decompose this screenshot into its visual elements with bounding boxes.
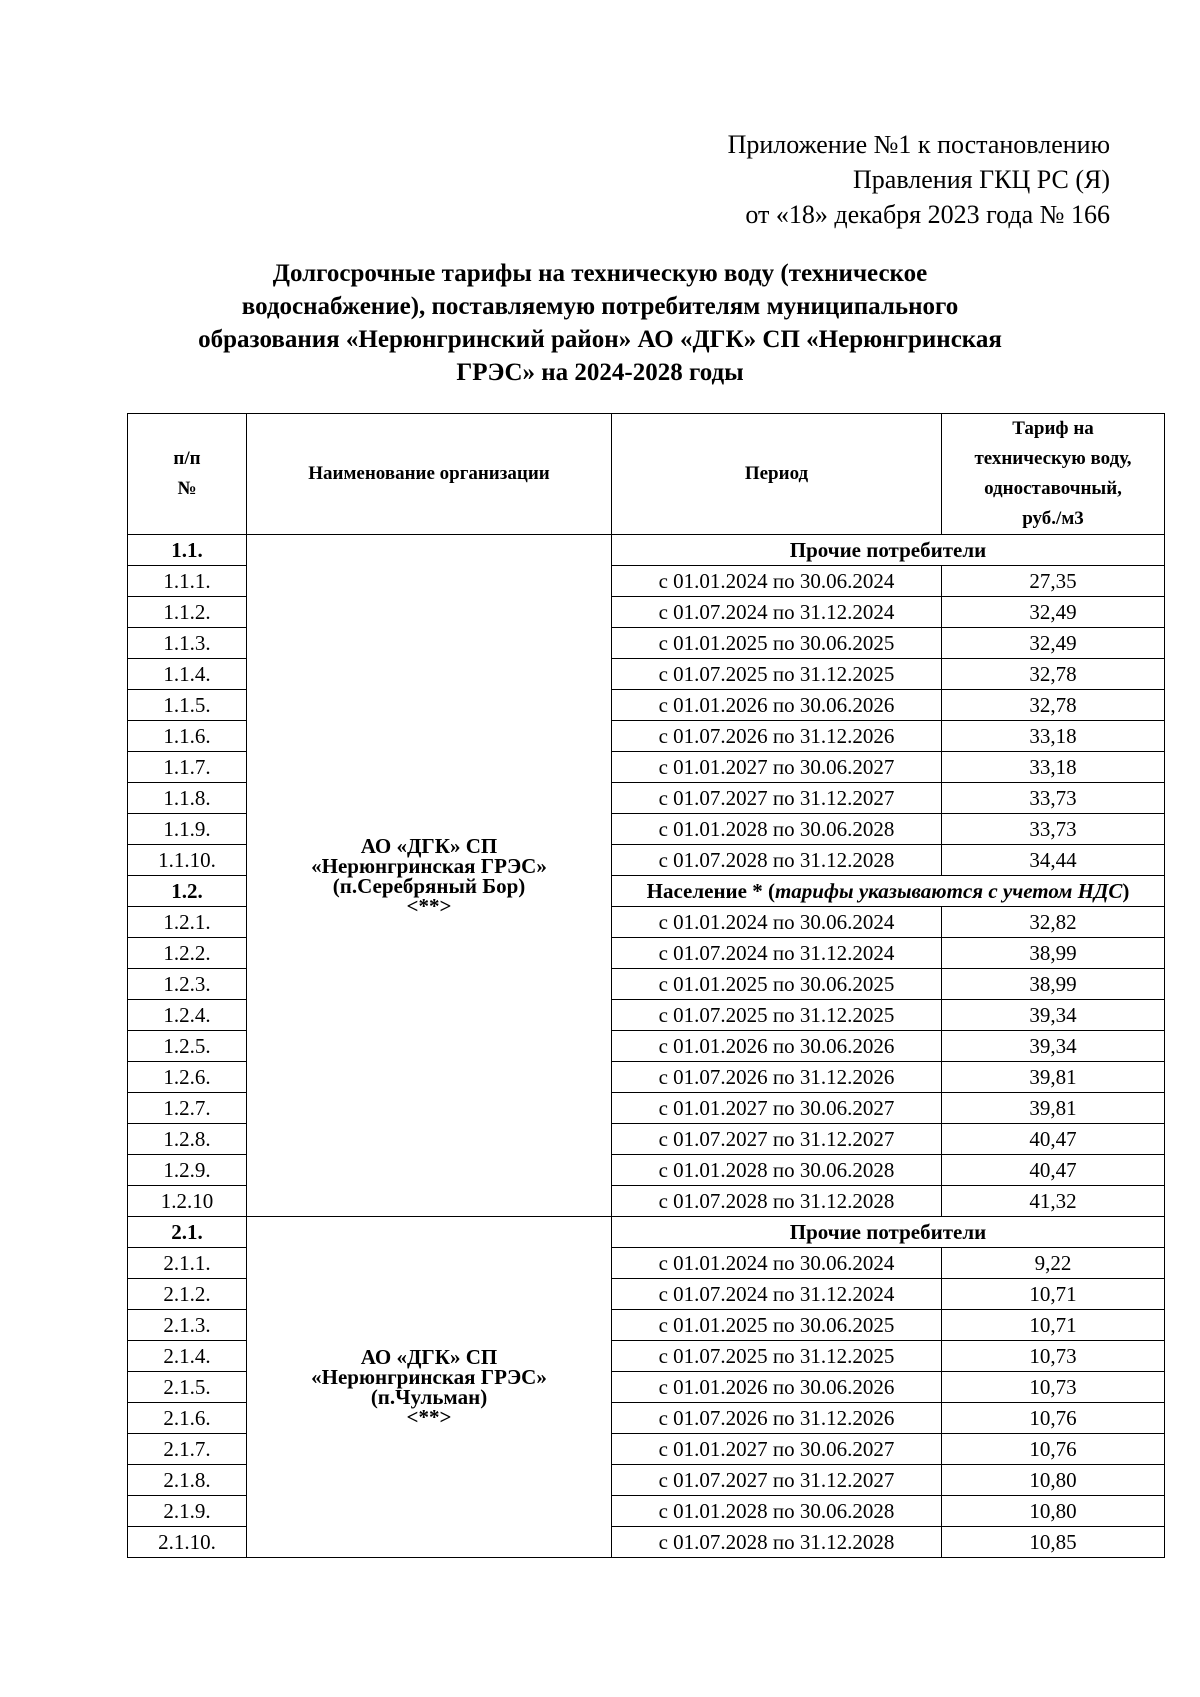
row-number: 1.2.4. xyxy=(128,1000,247,1031)
row-tariff: 40,47 xyxy=(942,1124,1165,1155)
row-tariff: 33,18 xyxy=(942,752,1165,783)
row-period: с 01.07.2025 по 31.12.2025 xyxy=(612,1341,942,1372)
row-period: с 01.01.2025 по 30.06.2025 xyxy=(612,1310,942,1341)
row-number: 2.1.10. xyxy=(128,1527,247,1558)
section-label-end: ) xyxy=(1122,879,1130,903)
org-line-1: АО «ДГК» СП xyxy=(360,1345,498,1369)
row-tariff: 10,73 xyxy=(942,1372,1165,1403)
row-period: с 01.01.2024 по 30.06.2024 xyxy=(612,907,942,938)
row-number: 1.1.10. xyxy=(128,845,247,876)
row-tariff: 10,71 xyxy=(942,1310,1165,1341)
header-tariff-line-3: одноставочный, xyxy=(984,478,1122,499)
header-tariff-line-2: техническую воду, xyxy=(974,448,1132,469)
row-period: с 01.07.2024 по 31.12.2024 xyxy=(612,597,942,628)
table-header-row xyxy=(128,414,1165,535)
row-tariff: 34,44 xyxy=(942,845,1165,876)
row-number: 1.2.2. xyxy=(128,938,247,969)
row-tariff: 32,78 xyxy=(942,690,1165,721)
row-number: 1.1.7. xyxy=(128,752,247,783)
org-line-3: (п.Серебряный Бор) xyxy=(332,873,526,898)
tariff-table xyxy=(127,413,1165,1558)
org-line-4: <**> xyxy=(406,893,452,918)
row-period: с 01.01.2025 по 30.06.2025 xyxy=(612,969,942,1000)
title-line-3: образования «Нерюнгринский район» АО «ДГК» СП «Нерюнгринская xyxy=(198,326,1002,353)
table-body-serebryany-bor xyxy=(128,535,1165,1217)
org-line-4: <**> xyxy=(406,1405,452,1429)
row-tariff: 39,34 xyxy=(942,1000,1165,1031)
section-label-note: тарифы указываются с учетом НДС xyxy=(774,879,1123,903)
row-period: с 01.01.2024 по 30.06.2024 xyxy=(612,566,942,597)
appendix-line-1: Приложение №1 к постановлению xyxy=(727,130,1110,159)
row-number: 1.2.10 xyxy=(128,1186,247,1217)
title-line-2: водоснабжение), поставляемую потребителям муниципального xyxy=(241,293,959,320)
row-tariff: 32,82 xyxy=(942,907,1165,938)
org-line-3: (п.Чульман) xyxy=(370,1385,488,1409)
row-period: с 01.01.2027 по 30.06.2027 xyxy=(612,1093,942,1124)
row-period: с 01.07.2026 по 31.12.2026 xyxy=(612,1403,942,1434)
org-line-2: «Нерюнгринская ГРЭС» xyxy=(311,1365,547,1389)
row-number: 2.1.3. xyxy=(128,1310,247,1341)
row-tariff: 33,73 xyxy=(942,814,1165,845)
row-tariff: 9,22 xyxy=(942,1248,1165,1279)
row-tariff: 10,76 xyxy=(942,1403,1165,1434)
header-number-line-1: п/п xyxy=(173,448,201,469)
row-period: с 01.01.2028 по 30.06.2028 xyxy=(612,1496,942,1527)
header-tariff-line-4: руб./м3 xyxy=(1022,508,1084,529)
row-tariff: 32,78 xyxy=(942,659,1165,690)
row-number: 2.1.5. xyxy=(128,1372,247,1403)
row-number: 1.2.8. xyxy=(128,1124,247,1155)
header-tariff xyxy=(942,414,1165,535)
row-number: 2.1.6. xyxy=(128,1403,247,1434)
row-number: 1.1.1. xyxy=(128,566,247,597)
section-row xyxy=(128,535,1165,566)
appendix-line-3: от «18» декабря 2023 года № 166 xyxy=(745,200,1110,229)
row-number: 1.1.3. xyxy=(128,628,247,659)
row-tariff: 10,80 xyxy=(942,1465,1165,1496)
row-tariff: 39,81 xyxy=(942,1062,1165,1093)
row-period: с 01.07.2027 по 31.12.2027 xyxy=(612,1124,942,1155)
section-label: Прочие потребители xyxy=(612,1217,1165,1248)
row-period: с 01.01.2028 по 30.06.2028 xyxy=(612,814,942,845)
organization-cell xyxy=(247,535,612,1217)
row-period: с 01.01.2028 по 30.06.2028 xyxy=(612,1155,942,1186)
row-tariff: 40,47 xyxy=(942,1155,1165,1186)
table-body-chulman xyxy=(128,1217,1165,1558)
row-number: 1.1.5. xyxy=(128,690,247,721)
row-tariff: 32,49 xyxy=(942,597,1165,628)
row-tariff: 27,35 xyxy=(942,566,1165,597)
row-period: с 01.07.2024 по 31.12.2024 xyxy=(612,1279,942,1310)
title-line-1: Долгосрочные тарифы на техническую воду (техническое xyxy=(272,260,928,287)
row-tariff: 32,49 xyxy=(942,628,1165,659)
row-number: 1.2.7. xyxy=(128,1093,247,1124)
row-number: 1.2.5. xyxy=(128,1031,247,1062)
header-number xyxy=(128,414,247,535)
row-number: 1.2.1. xyxy=(128,907,247,938)
row-period: с 01.07.2027 по 31.12.2027 xyxy=(612,783,942,814)
row-number: 1.2.9. xyxy=(128,1155,247,1186)
row-number: 1.1.4. xyxy=(128,659,247,690)
header-period: Период xyxy=(612,414,942,535)
row-period: с 01.07.2026 по 31.12.2026 xyxy=(612,721,942,752)
row-tariff: 38,99 xyxy=(942,938,1165,969)
row-period: с 01.01.2025 по 30.06.2025 xyxy=(612,628,942,659)
row-number: 2.1.4. xyxy=(128,1341,247,1372)
row-number: 2.1.9. xyxy=(128,1496,247,1527)
row-period: с 01.07.2028 по 31.12.2028 xyxy=(612,845,942,876)
row-period: с 01.07.2025 по 31.12.2025 xyxy=(612,659,942,690)
appendix-line-2: Правления ГКЦ РС (Я) xyxy=(853,165,1110,194)
org-line-1: АО «ДГК» СП xyxy=(360,833,498,858)
row-period: с 01.01.2026 по 30.06.2026 xyxy=(612,690,942,721)
row-number: 1.1.9. xyxy=(128,814,247,845)
row-tariff: 10,71 xyxy=(942,1279,1165,1310)
row-number: 1.1.8. xyxy=(128,783,247,814)
row-period: с 01.07.2025 по 31.12.2025 xyxy=(612,1000,942,1031)
row-number: 1.2.3. xyxy=(128,969,247,1000)
row-number: 1.2.6. xyxy=(128,1062,247,1093)
row-period: с 01.07.2027 по 31.12.2027 xyxy=(612,1465,942,1496)
row-number: 2.1.7. xyxy=(128,1434,247,1465)
row-tariff: 33,73 xyxy=(942,783,1165,814)
row-tariff: 39,34 xyxy=(942,1031,1165,1062)
row-period: с 01.01.2026 по 30.06.2026 xyxy=(612,1031,942,1062)
section-label: Прочие потребители xyxy=(612,535,1165,566)
row-period: с 01.07.2028 по 31.12.2028 xyxy=(612,1186,942,1217)
header-tariff-line-1: Тариф на xyxy=(1012,418,1094,439)
row-period: с 01.07.2026 по 31.12.2026 xyxy=(612,1062,942,1093)
document-title xyxy=(150,257,1050,389)
section-row xyxy=(128,1217,1165,1248)
row-period: с 01.07.2028 по 31.12.2028 xyxy=(612,1527,942,1558)
row-number: 2.1.8. xyxy=(128,1465,247,1496)
row-number: 2.1.2. xyxy=(128,1279,247,1310)
row-period: с 01.07.2024 по 31.12.2024 xyxy=(612,938,942,969)
row-period: с 01.01.2026 по 30.06.2026 xyxy=(612,1372,942,1403)
row-period: с 01.01.2027 по 30.06.2027 xyxy=(612,1434,942,1465)
section-label xyxy=(612,876,1165,907)
row-tariff: 41,32 xyxy=(942,1186,1165,1217)
header-organization: Наименование организации xyxy=(247,414,612,535)
section-number: 1.2. xyxy=(128,876,247,907)
row-tariff: 39,81 xyxy=(942,1093,1165,1124)
row-number: 1.1.2. xyxy=(128,597,247,628)
title-line-4: ГРЭС» на 2024-2028 годы xyxy=(456,359,744,386)
section-number: 1.1. xyxy=(128,535,247,566)
row-period: с 01.01.2024 по 30.06.2024 xyxy=(612,1248,942,1279)
organization-cell xyxy=(247,1217,612,1558)
row-tariff: 10,73 xyxy=(942,1341,1165,1372)
row-tariff: 38,99 xyxy=(942,969,1165,1000)
header-number-line-2: № xyxy=(177,478,197,499)
row-tariff: 10,76 xyxy=(942,1434,1165,1465)
row-tariff: 10,85 xyxy=(942,1527,1165,1558)
row-tariff: 33,18 xyxy=(942,721,1165,752)
appendix-reference xyxy=(410,127,1110,232)
section-label-text: Население * ( xyxy=(646,879,775,903)
row-number: 2.1.1. xyxy=(128,1248,247,1279)
row-period: с 01.01.2027 по 30.06.2027 xyxy=(612,752,942,783)
row-number: 1.1.6. xyxy=(128,721,247,752)
org-line-2: «Нерюнгринская ГРЭС» xyxy=(311,853,547,878)
row-tariff: 10,80 xyxy=(942,1496,1165,1527)
section-number: 2.1. xyxy=(128,1217,247,1248)
